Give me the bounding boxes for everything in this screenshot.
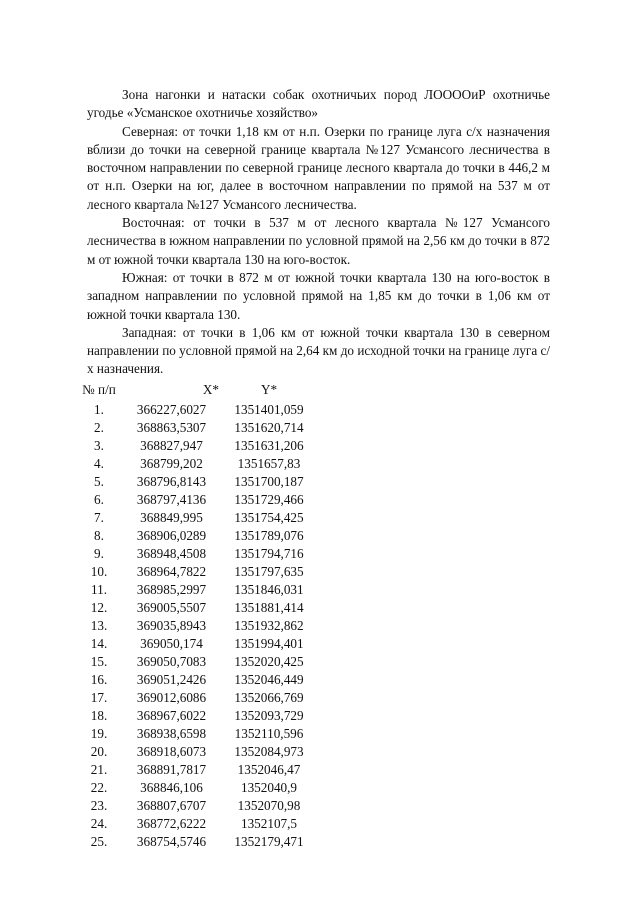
cell-number: 1. <box>94 402 104 417</box>
table-row <box>74 509 319 527</box>
cell-x: 368772,6222 <box>136 816 207 831</box>
cell-number: 23. <box>90 798 108 813</box>
cell-x: 368985,2997 <box>136 582 207 597</box>
table-row <box>74 491 319 509</box>
cell-number: 20. <box>90 744 108 759</box>
cell-number: 16. <box>90 672 108 687</box>
table-row <box>74 689 319 707</box>
table-row <box>74 419 319 437</box>
cell-x: 368754,5746 <box>136 834 207 849</box>
cell-y: 1352107,5 <box>240 816 298 831</box>
cell-number: 4. <box>94 456 104 471</box>
cell-y: 1351881,414 <box>234 600 304 615</box>
cell-number: 3. <box>94 438 104 453</box>
table-row <box>74 545 319 563</box>
cell-x: 368967,6022 <box>136 708 207 723</box>
table-row <box>74 581 319 599</box>
cell-x: 368891,7817 <box>136 762 207 777</box>
cell-y: 1352110,596 <box>234 726 304 741</box>
cell-x: 368863,5307 <box>136 420 207 435</box>
cell-y: 1351789,076 <box>234 528 304 543</box>
cell-number: 18. <box>90 708 108 723</box>
cell-x: 368938,6598 <box>136 726 207 741</box>
cell-y: 1351754,425 <box>234 510 304 525</box>
cell-x: 369035,8943 <box>136 618 207 633</box>
cell-number: 8. <box>94 528 104 543</box>
cell-x: 368948,4508 <box>136 546 207 561</box>
cell-y: 1352093,729 <box>234 708 304 723</box>
cell-y: 1351797,635 <box>234 564 304 579</box>
cell-y: 1352040,9 <box>240 780 298 795</box>
cell-x: 366227,6027 <box>136 402 207 417</box>
cell-y: 1351994,401 <box>234 636 304 651</box>
table-row <box>74 437 319 455</box>
west-boundary-paragraph: Западная: от точки в 1,06 км от южной точки квартала 130 в северном направлении по условной прямой на 2,64 км до исходной точки на границе луга с/х назначения. <box>87 324 550 377</box>
table-row <box>74 761 319 779</box>
cell-x: 368918,6073 <box>136 744 207 759</box>
cell-x: 368964,7822 <box>136 564 207 579</box>
table-header-row <box>74 379 319 401</box>
header-number: № п/п <box>82 382 116 397</box>
cell-y: 1351700,187 <box>234 474 304 489</box>
cell-y: 1351620,714 <box>234 420 304 435</box>
table-row <box>74 653 319 671</box>
cell-number: 12. <box>90 600 108 615</box>
cell-number: 2. <box>94 420 104 435</box>
table-row <box>74 401 319 419</box>
cell-number: 24. <box>90 816 108 831</box>
cell-x: 369012,6086 <box>136 690 207 705</box>
cell-x: 368906,0289 <box>136 528 207 543</box>
cell-number: 5. <box>94 474 104 489</box>
south-boundary-paragraph: Южная: от точки в 872 м от южной точки квартала 130 на юго-восток в западном направлении по условной прямой на 1,85 км до точки в 1,06 км от южной точки квартала 130. <box>87 269 550 322</box>
cell-number: 9. <box>94 546 104 561</box>
north-boundary-paragraph: Северная: от точки 1,18 км от н.п. Озерки по границе луга с/х назначения вблизи до точки на северной границе квартала №127 Усмансого лесничества в восточном направлении по северной границе лесного квартала до точки в 446,2 м от н.п. Озерки на юг, далее в восточном направлении по прямой на 537 м от лесного квартала №127 Усмансого лесничества. <box>87 123 550 212</box>
table-row <box>74 671 319 689</box>
cell-y: 1351657,83 <box>237 456 301 471</box>
cell-y: 1351932,862 <box>234 618 304 633</box>
document-text <box>87 86 550 379</box>
cell-number: 17. <box>90 690 108 705</box>
cell-number: 15. <box>90 654 108 669</box>
table-row <box>74 455 319 473</box>
cell-x: 369050,174 <box>140 636 203 651</box>
table-row <box>74 599 319 617</box>
cell-number: 22. <box>90 780 108 795</box>
cell-y: 1352066,769 <box>234 690 304 705</box>
cell-y: 1352179,471 <box>234 834 304 849</box>
cell-x: 368796,8143 <box>136 474 207 489</box>
zone-title-paragraph: Зона нагонки и натаски собак охотничьих пород ЛООООиР охотничье угодье «Усманское охотничье хозяйство» <box>87 87 550 121</box>
cell-x: 368849,995 <box>140 510 203 525</box>
table-row <box>74 473 319 491</box>
table-row <box>74 833 319 851</box>
cell-number: 13. <box>90 618 108 633</box>
header-x: X* <box>202 382 219 397</box>
cell-y: 1352084,973 <box>234 744 304 759</box>
cell-x: 368827,947 <box>140 438 203 453</box>
cell-number: 10. <box>90 564 108 579</box>
cell-number: 21. <box>90 762 108 777</box>
coordinates-table <box>74 379 319 851</box>
east-boundary-paragraph: Восточная: от точки в 537 м от лесного квартала №127 Усмансого лесничества в южном направлении по условной прямой на 2,56 км до точки в 872 м от южной точки квартала 130 на юго-восток. <box>87 215 550 267</box>
cell-number: 7. <box>94 510 104 525</box>
cell-number: 19. <box>90 726 108 741</box>
cell-x: 369005,5507 <box>136 600 207 615</box>
header-y: Y* <box>260 382 278 397</box>
table-row <box>74 527 319 545</box>
table-row <box>74 707 319 725</box>
cell-y: 1351794,716 <box>234 546 304 561</box>
table-row <box>74 617 319 635</box>
table-row <box>74 797 319 815</box>
cell-number: 25. <box>90 834 108 849</box>
table-row <box>74 725 319 743</box>
cell-y: 1351631,206 <box>234 438 304 453</box>
cell-y: 1351729,466 <box>234 492 304 507</box>
table-row <box>74 815 319 833</box>
cell-y: 1352046,449 <box>234 672 304 687</box>
cell-x: 368846,106 <box>140 780 203 795</box>
table-row <box>74 563 319 581</box>
cell-x: 368807,6707 <box>136 798 207 813</box>
table-row <box>74 743 319 761</box>
table-row <box>74 635 319 653</box>
cell-y: 1352070,98 <box>237 798 301 813</box>
cell-number: 14. <box>90 636 108 651</box>
cell-x: 368797,4136 <box>136 492 207 507</box>
cell-number: 11. <box>91 582 107 597</box>
cell-y: 1351846,031 <box>234 582 304 597</box>
coordinates-table-body <box>74 401 319 851</box>
cell-y: 1352020,425 <box>234 654 304 669</box>
table-row <box>74 779 319 797</box>
cell-y: 1351401,059 <box>234 402 304 417</box>
cell-x: 369050,7083 <box>136 654 207 669</box>
cell-x: 369051,2426 <box>136 672 207 687</box>
cell-y: 1352046,47 <box>237 762 301 777</box>
cell-x: 368799,202 <box>140 456 203 471</box>
cell-number: 6. <box>94 492 104 507</box>
